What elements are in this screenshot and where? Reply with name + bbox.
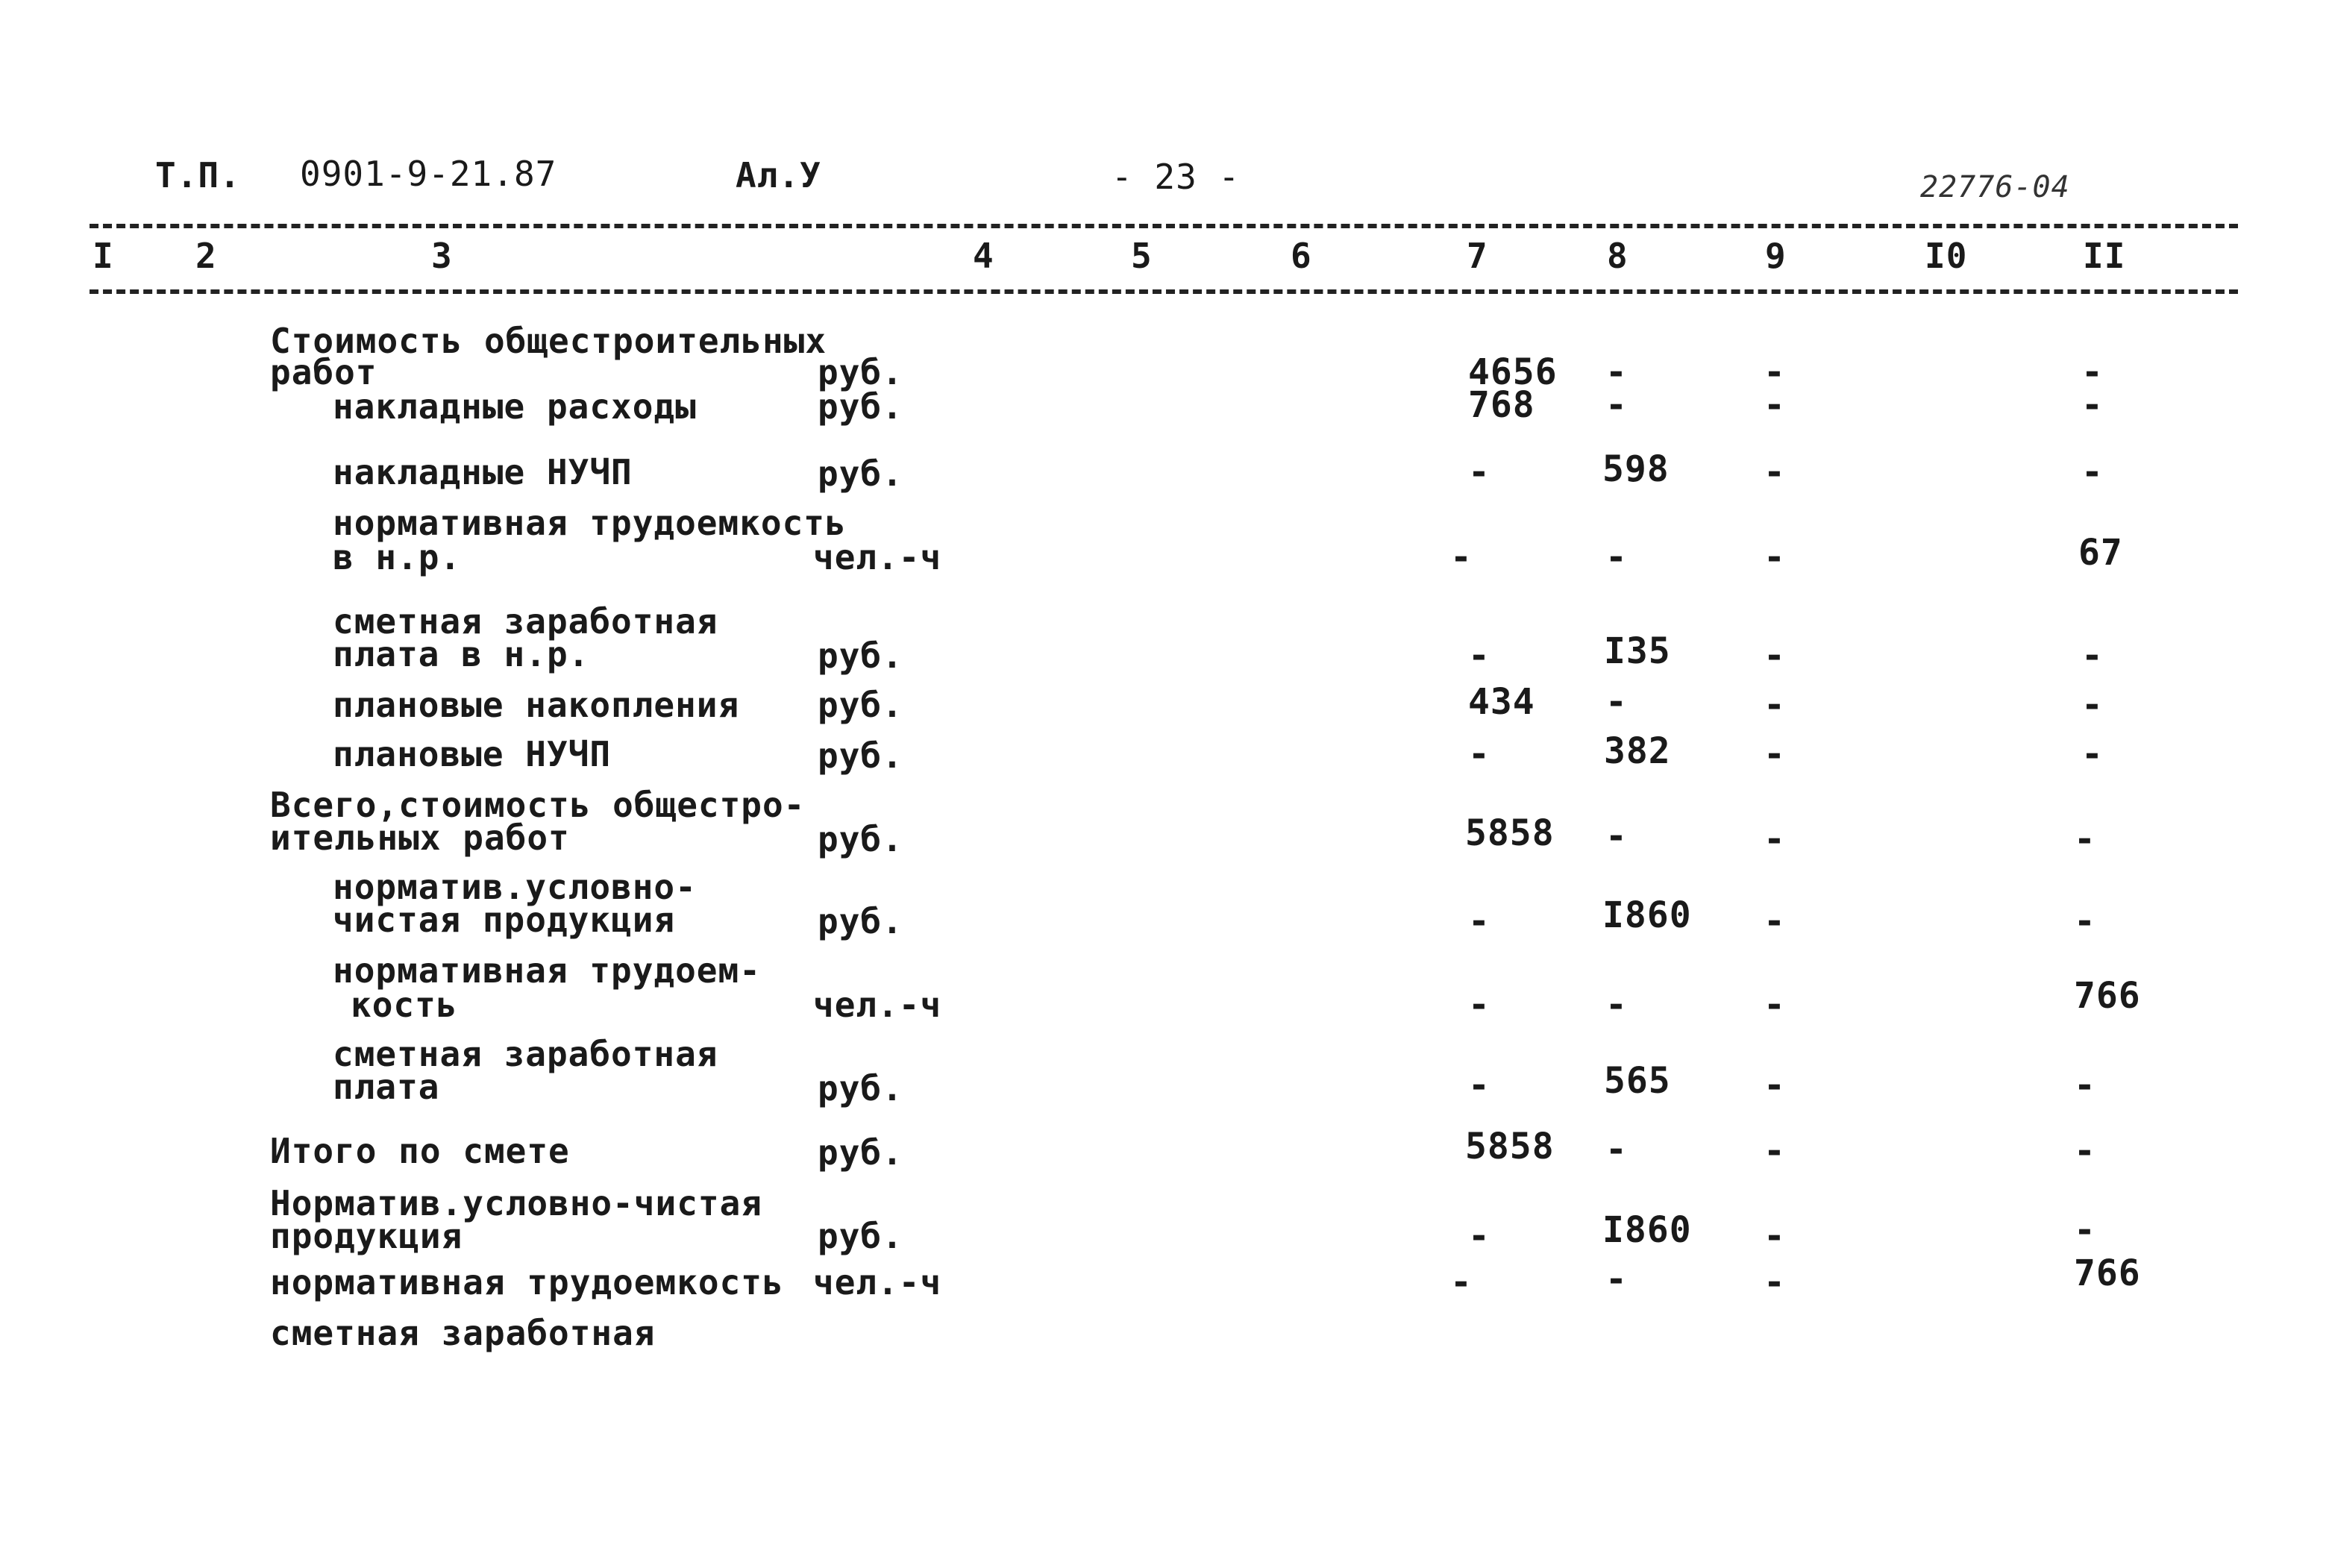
col-9: 9 xyxy=(1765,236,1787,276)
row-col11: - xyxy=(2074,1130,2096,1172)
row-col8: - xyxy=(1605,681,1628,723)
row-name: нормативная трудоемкость xyxy=(333,503,847,543)
row-name: сметная заработная xyxy=(333,1034,718,1074)
row-unit: руб. xyxy=(818,1216,903,1256)
row-name: плата в н.р. xyxy=(333,634,590,674)
row-name: Норматив.условно-чистая xyxy=(270,1183,762,1223)
row-unit: руб. xyxy=(818,386,903,427)
row-col7: 768 xyxy=(1468,384,1535,426)
col-3: 3 xyxy=(431,236,453,276)
row-col9: - xyxy=(1764,451,1786,493)
row-unit: чел.-ч xyxy=(813,1262,942,1302)
row-col8: I860 xyxy=(1602,1209,1692,1251)
row-col11: - xyxy=(2074,1209,2096,1251)
row-col7: - xyxy=(1468,984,1490,1026)
row-col11: - xyxy=(2081,684,2104,726)
row-col11: - xyxy=(2081,451,2104,493)
row-col11: - xyxy=(2081,635,2104,677)
row-col8: - xyxy=(1605,984,1628,1026)
row-col9: - xyxy=(1764,684,1786,726)
row-unit: руб. xyxy=(818,454,903,494)
row-col11: - xyxy=(2081,384,2104,426)
row-col9: - xyxy=(1764,1261,1786,1303)
row-col7: - xyxy=(1468,900,1490,942)
row-col9: - xyxy=(1764,1215,1786,1257)
row-name: нормативная трудоем- xyxy=(333,950,761,991)
row-col8: I860 xyxy=(1602,894,1692,936)
col-10: I0 xyxy=(1925,236,1968,276)
row-col7: - xyxy=(1468,635,1490,677)
row-name: накладные расходы xyxy=(333,386,697,427)
row-col8: - xyxy=(1605,1258,1628,1300)
row-col9: - xyxy=(1764,1064,1786,1106)
row-col9: - xyxy=(1764,536,1786,578)
row-unit: руб. xyxy=(818,736,903,776)
row-col8: - xyxy=(1605,815,1628,857)
row-name: работ xyxy=(270,352,377,392)
row-name: кость xyxy=(351,985,458,1025)
col-11: II xyxy=(2083,236,2126,276)
row-col7: 5858 xyxy=(1465,812,1555,854)
row-name: чистая продукция xyxy=(333,900,676,940)
row-col11: - xyxy=(2074,818,2096,860)
row-col8: - xyxy=(1605,384,1628,426)
row-name: сметная заработная xyxy=(270,1313,656,1353)
row-col7: - xyxy=(1468,1064,1490,1106)
row-col7: - xyxy=(1468,1215,1490,1257)
row-name: Итого по смете xyxy=(270,1131,570,1171)
row-unit: руб. xyxy=(818,352,903,392)
doc-type: Т.П. xyxy=(155,155,241,195)
row-name: плановые накопления xyxy=(333,685,740,725)
row-col11: - xyxy=(2081,733,2104,775)
row-col11: - xyxy=(2074,900,2096,942)
row-col9: - xyxy=(1764,351,1786,393)
page-number: - 23 - xyxy=(1112,157,1241,197)
rule-bottom xyxy=(90,289,2238,294)
row-name: Всего,стоимость общестро- xyxy=(270,785,806,825)
row-unit: руб. xyxy=(818,685,903,725)
row-col8: - xyxy=(1605,1129,1628,1170)
row-col11: 766 xyxy=(2074,975,2141,1017)
row-unit: руб. xyxy=(818,901,903,941)
col-1: I xyxy=(93,236,114,276)
row-col9: - xyxy=(1764,733,1786,775)
row-col7: - xyxy=(1468,733,1490,775)
row-name: в н.р. xyxy=(333,537,462,577)
row-unit: чел.-ч xyxy=(813,985,942,1025)
rule-top xyxy=(90,224,2238,228)
row-col11: - xyxy=(2081,351,2104,393)
col-5: 5 xyxy=(1131,236,1153,276)
row-name: нормативная трудоемкость xyxy=(270,1262,784,1302)
row-col11: 766 xyxy=(2074,1252,2141,1294)
col-6: 6 xyxy=(1291,236,1312,276)
row-col7: 5858 xyxy=(1465,1126,1555,1167)
row-col11: - xyxy=(2074,1064,2096,1106)
row-name: ительных работ xyxy=(270,818,570,858)
row-col9: - xyxy=(1764,635,1786,677)
row-col8: I35 xyxy=(1604,630,1671,672)
row-col8: - xyxy=(1605,351,1628,393)
row-unit: руб. xyxy=(818,1132,903,1173)
archive-stamp: 22776-04 xyxy=(1920,170,2070,204)
row-name: продукция xyxy=(270,1216,463,1256)
row-col7: - xyxy=(1468,451,1490,493)
row-col7: 434 xyxy=(1468,681,1535,723)
row-name: сметная заработная xyxy=(333,601,718,642)
row-col9: - xyxy=(1764,818,1786,860)
col-2: 2 xyxy=(195,236,217,276)
col-7: 7 xyxy=(1467,236,1488,276)
doc-number: 0901-9-21.87 xyxy=(300,154,557,194)
row-col9: - xyxy=(1764,1130,1786,1172)
row-col9: - xyxy=(1764,384,1786,426)
row-name: Стоимость общестроительных xyxy=(270,321,827,361)
row-unit: чел.-ч xyxy=(813,537,942,577)
row-name: накладные НУЧП xyxy=(333,452,633,492)
row-col8: 598 xyxy=(1602,448,1670,490)
row-name: плановые НУЧП xyxy=(333,734,612,774)
row-col8: - xyxy=(1605,536,1628,578)
row-name: норматив.условно- xyxy=(333,867,697,907)
row-unit: руб. xyxy=(818,1068,903,1108)
col-8: 8 xyxy=(1607,236,1628,276)
row-col7: - xyxy=(1450,536,1473,578)
row-col9: - xyxy=(1764,984,1786,1026)
row-col7: 4656 xyxy=(1468,351,1558,393)
col-4: 4 xyxy=(973,236,994,276)
row-col11: 67 xyxy=(2078,532,2123,574)
album-label: Ал.У xyxy=(736,155,821,195)
row-unit: руб. xyxy=(818,636,903,676)
row-col7: - xyxy=(1450,1261,1473,1303)
row-col8: 565 xyxy=(1604,1060,1671,1102)
row-col8: 382 xyxy=(1604,730,1671,772)
row-unit: руб. xyxy=(818,819,903,859)
row-name: плата xyxy=(333,1067,440,1107)
row-col9: - xyxy=(1764,900,1786,942)
